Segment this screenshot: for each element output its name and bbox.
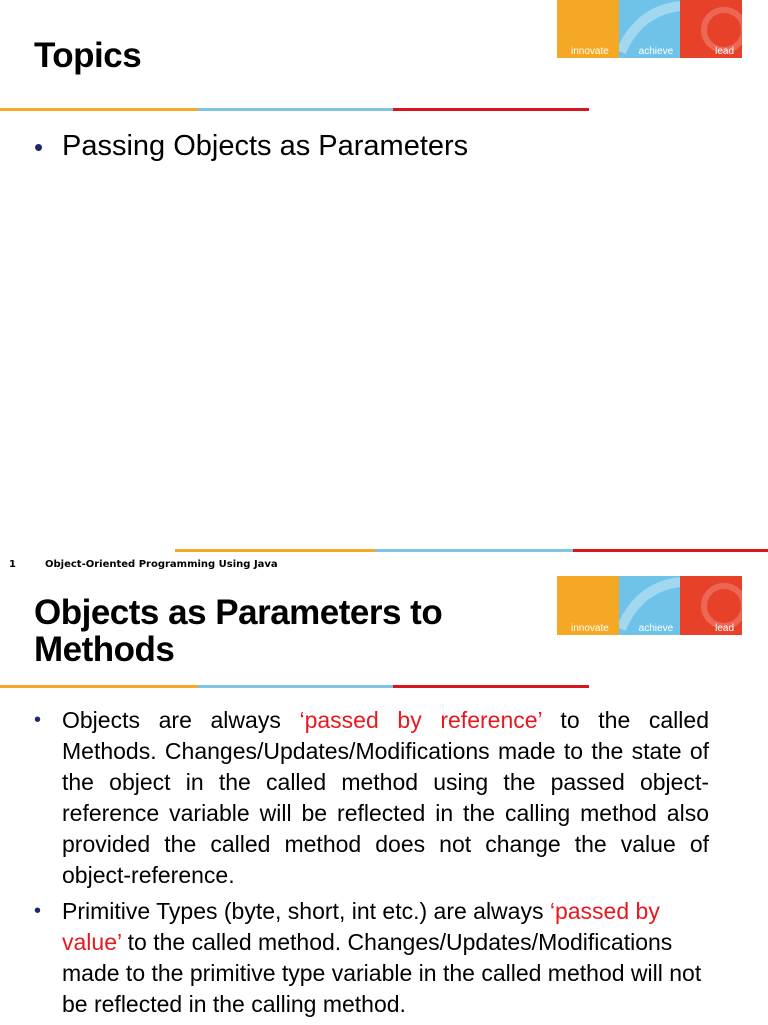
logo-segment-innovate [557, 0, 619, 58]
topic-list [34, 130, 468, 163]
logo-text-innovate: innovate [571, 623, 609, 634]
logo-text-lead: lead [715, 46, 735, 57]
logo-text-achieve: achieve [638, 623, 674, 634]
logo-segment-innovate [557, 576, 619, 635]
logo-text-lead: lead [715, 623, 735, 634]
course-name: Object-Oriented Programming Using Java [45, 559, 278, 570]
logo-segment-achieve [619, 0, 681, 58]
content-list [34, 705, 709, 1025]
list-item: • Passing Objects as Parameters [34, 130, 468, 163]
bullet-text: Objects are always [62, 707, 300, 733]
logo-text-achieve: achieve [638, 46, 674, 57]
innovate-achieve-lead-logo [557, 576, 742, 635]
highlight-passed-by-value: ‘passed by value’ [62, 898, 660, 955]
list-item-pass-by-value [34, 896, 709, 1020]
bottom-divider [175, 549, 768, 552]
bullet-text: to the called Methods. Changes/Updates/Modifications made to the state of the object in the called method using the passed object-reference variable will be reflected in the calling method also provided the called method does not change the value of object-reference. [62, 707, 709, 888]
logo-segment-achieve [619, 576, 681, 635]
title-divider [0, 685, 589, 688]
logo-segment-lead [680, 0, 742, 58]
slide-title: Topics [34, 36, 142, 75]
title-divider [0, 108, 589, 111]
page-number: 1 [9, 559, 16, 570]
innovate-achieve-lead-logo [557, 0, 742, 58]
logo-segment-lead [680, 576, 742, 635]
slide-objects-as-parameters [0, 566, 768, 1024]
bullet-text: to the called method. Changes/Updates/Modifications made to the primitive type variable in the called method will not be reflected in the calling method. [62, 929, 702, 1017]
slide-title: Objects as Parameters to Methods [34, 593, 443, 669]
list-item-pass-by-reference [34, 705, 709, 891]
highlight-passed-by-reference: ‘passed by reference’ [299, 707, 542, 733]
bullet-text: Primitive Types (byte, short, int etc.) are always [62, 898, 550, 924]
logo-text-innovate: innovate [571, 46, 609, 57]
